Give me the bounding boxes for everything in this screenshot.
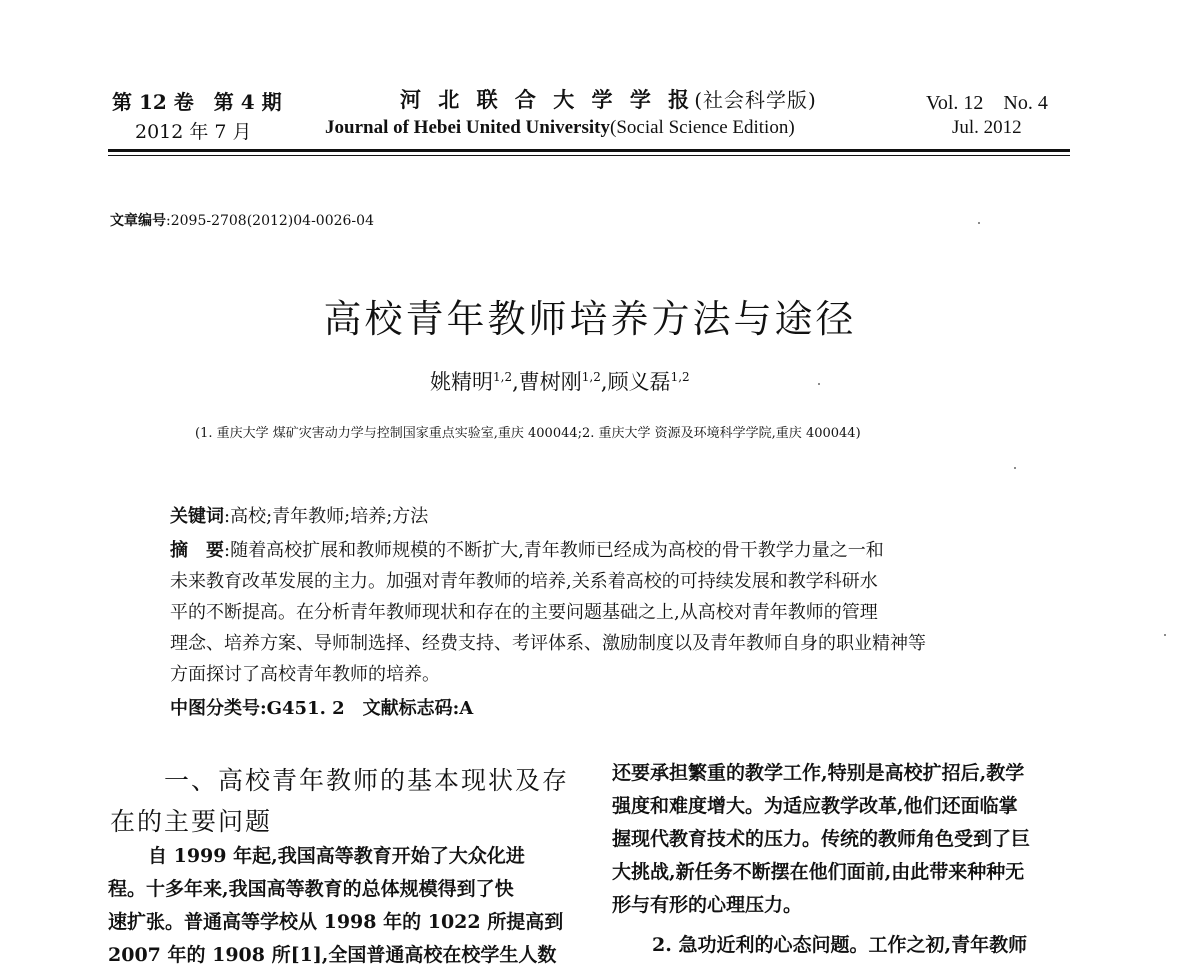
clc-label: 中图分类号 <box>170 698 260 719</box>
abstract-line: 未来教育改革发展的主力。加强对青年教师的培养,关系着高校的可持续发展和教学科研水 <box>170 571 878 592</box>
author-affil-sup: 1,2 <box>493 370 513 384</box>
journal-name-cn: 河 北 联 合 大 学 学 报 <box>400 87 695 112</box>
scan-speck <box>1014 467 1016 469</box>
abstract-line: 理念、培养方案、导师制选择、经费支持、考评体系、激励制度以及青年教师自身的职业精神等 <box>170 633 926 654</box>
author-sep: , <box>512 370 519 394</box>
keywords <box>170 502 428 528</box>
section-heading-line: 一、高校青年教师的基本现状及存 <box>164 766 570 795</box>
journal-edition-cn: (社会科学版) <box>694 88 817 112</box>
header-rule-thin <box>108 155 1070 156</box>
journal-name-en: Journal of Hebei United University <box>325 117 610 138</box>
abstract-label: 摘 要 <box>170 540 224 561</box>
journal-title-en <box>325 117 795 139</box>
body-line: 2. 急功近利的心态问题。工作之初,青年教师 <box>652 934 1028 956</box>
abstract <box>170 535 1020 690</box>
body-line: 形与有形的心理压力。 <box>612 894 803 916</box>
left-column <box>108 840 578 972</box>
body-line: 还要承担繁重的教学工作,特别是高校扩招后,教学 <box>612 762 1025 784</box>
clc-value: :G451. 2 <box>260 698 345 719</box>
author-sep: , <box>600 370 608 394</box>
keywords-label: 关键词 <box>170 506 224 527</box>
doc-code-label: 文献标志码 <box>362 698 453 719</box>
right-column <box>612 757 1082 962</box>
vol-no-en: Vol. 12 No. 4 <box>926 92 1048 114</box>
body-line: 速扩张。普通高等学校从 1998 年的 1022 所提高到 <box>108 911 564 933</box>
scan-speck <box>978 222 980 224</box>
author-affil-sup: 1,2 <box>670 370 690 384</box>
authors <box>430 366 690 396</box>
author-name: 姚精明 <box>430 370 493 394</box>
body-line: 2007 年的 1908 所[1],全国普通高校在校学生人数 <box>108 944 557 966</box>
abstract-line: 方面探讨了高校青年教师的培养。 <box>170 664 440 685</box>
classification <box>170 694 473 720</box>
affiliation: (1. 重庆大学 煤矿灾害动力学与控制国家重点实验室,重庆 400044;2. 重庆大学 资源及环境科学学院,重庆 400044) <box>195 426 861 441</box>
date-cn: 2012 年 7 月 <box>135 121 252 143</box>
body-line: 程。十多年来,我国高等教育的总体规模得到了快 <box>108 878 514 900</box>
author-name: 顾义磊 <box>607 370 671 394</box>
abstract-line: 平的不断提高。在分析青年教师现状和存在的主要问题基础之上,从高校对青年教师的管理 <box>170 602 878 623</box>
abstract-text: :随着高校扩展和教师规模的不断扩大,青年教师已经成为高校的骨干教学力量之一和 <box>224 540 884 561</box>
author-name: 曹树刚 <box>518 370 582 394</box>
doc-code-value: :A <box>452 698 474 719</box>
body-line: 强度和难度增大。为适应教学改革,他们还面临掌 <box>612 795 1018 817</box>
body-line: 大挑战,新任务不断摆在他们面前,由此带来种种无 <box>612 861 1025 883</box>
header-rule-thick <box>108 149 1070 152</box>
date-en: Jul. 2012 <box>952 117 1022 138</box>
keywords-value: :高校;青年教师;培养;方法 <box>224 506 429 527</box>
article-number-label: 文章编号 <box>110 213 166 229</box>
paper-title: 高校青年教师培养方法与途径 <box>323 297 857 341</box>
section-heading <box>110 760 580 842</box>
scan-speck <box>818 383 820 385</box>
volume-issue: 第 12 卷 第 4 期 <box>112 90 282 114</box>
abstract-line <box>170 535 1020 566</box>
journal-edition-en: (Social Science Edition) <box>610 117 795 138</box>
article-number <box>110 210 374 230</box>
section-heading-line: 在的主要问题 <box>110 807 273 836</box>
cls-spacer <box>345 698 363 719</box>
author-affil-sup: 1,2 <box>581 370 601 384</box>
journal-title-cn <box>400 84 817 114</box>
body-line: 握现代教育技术的压力。传统的教师角色受到了巨 <box>612 828 1031 850</box>
scan-speck <box>1164 634 1166 636</box>
body-line: 自 1999 年起,我国高等教育开始了大众化进 <box>148 845 525 867</box>
article-number-value: :2095-2708(2012)04-0026-04 <box>166 213 374 229</box>
